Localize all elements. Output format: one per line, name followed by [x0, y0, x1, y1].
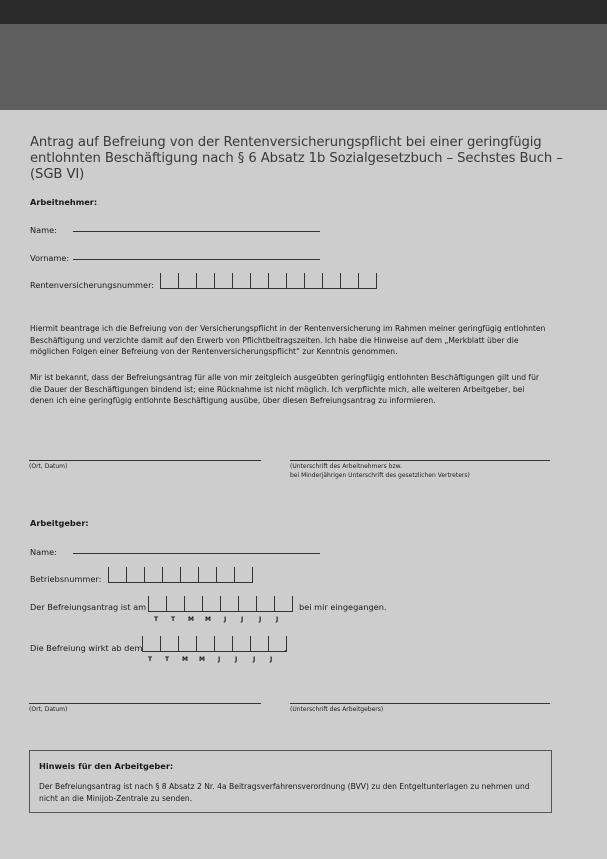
date-digit-box[interactable]: [178, 636, 196, 652]
employee-name-label: Name:: [30, 225, 57, 235]
date-digit-box[interactable]: [250, 636, 268, 652]
note-text: Der Befreiungsantrag ist nach § 8 Absatz 2 Nr. 4a Beitragsverfahrensverordnung (BVV) zu den Entgeltunterlagen zu nehmen und nicht an die Minijob-Zentrale zu senden.: [39, 782, 530, 803]
date-format-letter: J: [259, 616, 262, 623]
company-number-label: Betriebsnummer:: [30, 574, 102, 584]
employee-firstname-field[interactable]: [73, 259, 320, 260]
digit-box[interactable]: [126, 567, 144, 583]
employer-note-box: [29, 750, 552, 813]
form-title: Antrag auf Befreiung von der Rentenversicherungspflicht bei einer geringfügig entlohnten Beschäftigung nach § 6 Absatz 1b Sozialgesetzbuch – Sechstes Buch – (SGB VI): [30, 135, 563, 182]
employee-place-date-label: (Ort, Datum): [29, 463, 68, 470]
employee-heading: Arbeitnehmer:: [30, 197, 98, 207]
effective-date-boxes[interactable]: [142, 636, 287, 652]
pension-number-label: Rentenversicherungsnummer:: [30, 280, 155, 290]
received-date-boxes[interactable]: [148, 596, 293, 612]
pension-number-boxes[interactable]: [160, 273, 377, 289]
employee-firstname-label: Vorname:: [30, 253, 70, 263]
date-format-letter: J: [235, 656, 238, 663]
employee-place-date-line[interactable]: [29, 460, 261, 461]
date-format-letter: T: [148, 656, 153, 663]
date-format-letter: J: [241, 616, 244, 623]
digit-box[interactable]: [108, 567, 126, 583]
employee-paragraph-1: Hiermit beantrage ich die Befreiung von der Versicherungspflicht in der Rentenversicherung im Rahmen meiner geringfügig entlohnten Beschäftigung und verzichte damit auf den Erwerb von Pflichtbeitragszeiten. Ich habe die Hinweise auf dem „Merkblatt über die möglichen Folgen einer Befreiung von der Rentenversicherungspflicht“ zur Kenntnis genommen.: [30, 324, 546, 357]
digit-box[interactable]: [358, 273, 377, 289]
digit-box[interactable]: [160, 273, 178, 289]
digit-box[interactable]: [216, 567, 234, 583]
date-format-letter: T: [154, 616, 159, 623]
received-label: Der Befreiungsantrag ist am: [30, 602, 147, 612]
digit-box[interactable]: [268, 273, 286, 289]
employer-name-field[interactable]: [73, 553, 320, 554]
digit-box[interactable]: [162, 567, 180, 583]
date-format-letter: J: [276, 616, 279, 623]
date-format-letter: T: [165, 656, 170, 663]
date-digit-box[interactable]: [274, 596, 293, 612]
date-format-letter: J: [218, 656, 221, 663]
date-format-letter: J: [253, 656, 256, 663]
digit-box[interactable]: [178, 273, 196, 289]
date-digit-box[interactable]: [184, 596, 202, 612]
date-format-letter: M: [188, 616, 194, 623]
date-digit-box[interactable]: [256, 596, 274, 612]
employee-paragraph-2: Mir ist bekannt, dass der Befreiungsantrag für alle von mir zeitgleich ausgeübten geringfügig entlohnten Beschäftigungen gilt und für die Dauer der Beschäftigungen bindend ist; eine Rücknahme ist nicht möglich. Ich verpflichte mich, alle weiteren Arbeitgeber, bei denen ich eine geringfügig entlohnte Beschäftigung ausübe, über diesen Befreiungsantrag zu informieren.: [30, 373, 540, 406]
date-digit-box[interactable]: [238, 596, 256, 612]
date-digit-box[interactable]: [214, 636, 232, 652]
date-format-letter: T: [171, 616, 176, 623]
header-band: [0, 24, 607, 110]
date-digit-box[interactable]: [142, 636, 160, 652]
digit-box[interactable]: [180, 567, 198, 583]
date-digit-box[interactable]: [202, 596, 220, 612]
date-format-letter: M: [205, 616, 211, 623]
digit-box[interactable]: [340, 273, 358, 289]
digit-box[interactable]: [144, 567, 162, 583]
employer-place-date-line[interactable]: [29, 703, 261, 704]
company-number-boxes[interactable]: [108, 567, 253, 583]
digit-box[interactable]: [304, 273, 322, 289]
date-format-letter: M: [199, 656, 205, 663]
received-date-format: [148, 616, 288, 624]
effective-suffix: .: [284, 643, 287, 653]
note-heading: Hinweis für den Arbeitgeber:: [39, 761, 174, 771]
employer-signature-label: (Unterschrift des Arbeitgebers): [290, 706, 384, 713]
employer-heading: Arbeitgeber:: [30, 518, 89, 528]
effective-date-format: [142, 656, 282, 664]
date-format-letter: J: [270, 656, 273, 663]
digit-box[interactable]: [232, 273, 250, 289]
received-suffix: bei mir eingegangen.: [299, 602, 387, 612]
date-format-letter: J: [224, 616, 227, 623]
employee-signature-label-2: bei Minderjährigen Unterschrift des gesetzlichen Vertreters): [290, 472, 470, 479]
digit-box[interactable]: [250, 273, 268, 289]
digit-box[interactable]: [322, 273, 340, 289]
digit-box[interactable]: [286, 273, 304, 289]
employee-name-field[interactable]: [73, 231, 320, 232]
date-digit-box[interactable]: [148, 596, 166, 612]
employer-place-date-label: (Ort, Datum): [29, 706, 68, 713]
digit-box[interactable]: [198, 567, 216, 583]
date-format-letter: M: [182, 656, 188, 663]
date-digit-box[interactable]: [232, 636, 250, 652]
digit-box[interactable]: [214, 273, 232, 289]
date-digit-box[interactable]: [220, 596, 238, 612]
effective-label: Die Befreiung wirkt ab dem: [30, 643, 143, 653]
employee-signature-line[interactable]: [290, 460, 550, 461]
top-bar: [0, 0, 607, 24]
employer-name-label: Name:: [30, 547, 57, 557]
employer-signature-line[interactable]: [290, 703, 550, 704]
digit-box[interactable]: [234, 567, 253, 583]
date-digit-box[interactable]: [166, 596, 184, 612]
digit-box[interactable]: [196, 273, 214, 289]
employee-signature-label: (Unterschrift des Arbeitnehmers bzw.: [290, 463, 402, 470]
date-digit-box[interactable]: [160, 636, 178, 652]
date-digit-box[interactable]: [196, 636, 214, 652]
